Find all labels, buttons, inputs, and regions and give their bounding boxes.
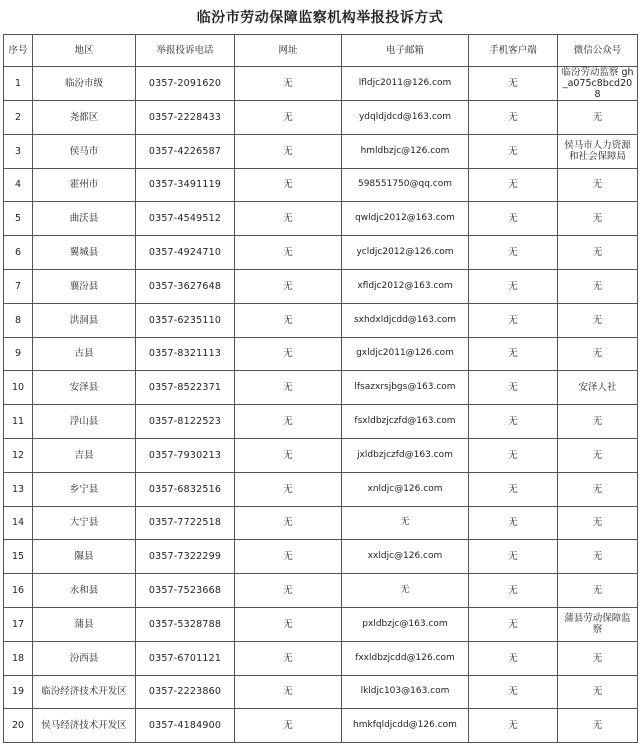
cell-index: 19 <box>4 675 33 709</box>
cell-index: 8 <box>4 303 33 337</box>
table-row <box>4 506 638 540</box>
cell-region: 翼城县 <box>33 236 136 270</box>
cell-email: sxhdxldjcdd@163.com <box>342 303 469 337</box>
table-row <box>4 371 638 405</box>
cell-website: 无 <box>235 405 342 439</box>
cell-region: 临汾市级 <box>33 67 136 101</box>
header-cell-phone: 举报投诉电话 <box>136 35 235 67</box>
cell-phone: 0357-8321113 <box>136 337 235 371</box>
cell-website: 无 <box>235 607 342 641</box>
cell-wechat: 无 <box>558 405 638 439</box>
header-cell-index: 序号 <box>4 35 33 67</box>
cell-region: 曲沃县 <box>33 202 136 236</box>
cell-email: fxxldbzjcdd@126.com <box>342 641 469 675</box>
cell-email: 无 <box>342 574 469 608</box>
cell-email: ydqldjdcd@163.com <box>342 101 469 135</box>
cell-wechat: 无 <box>558 438 638 472</box>
cell-website: 无 <box>235 168 342 202</box>
cell-index: 17 <box>4 607 33 641</box>
cell-wechat: 侯马市人力资源和社会保障局 <box>558 134 638 168</box>
table-row <box>4 168 638 202</box>
cell-email: ycldjc2012@126.com <box>342 236 469 270</box>
cell-email: lfsazxrsjbgs@163.com <box>342 371 469 405</box>
cell-phone: 0357-3491119 <box>136 168 235 202</box>
cell-email: gxldjc2011@126.com <box>342 337 469 371</box>
cell-mobile-app: 无 <box>469 202 558 236</box>
cell-email: fsxldbzjczfd@163.com <box>342 405 469 439</box>
cell-mobile-app: 无 <box>469 101 558 135</box>
cell-mobile-app: 无 <box>469 168 558 202</box>
cell-website: 无 <box>235 269 342 303</box>
table-row <box>4 607 638 641</box>
header-cell-mobile-app: 手机客户端 <box>469 35 558 67</box>
cell-region: 吉县 <box>33 438 136 472</box>
cell-region: 襄汾县 <box>33 269 136 303</box>
cell-wechat: 无 <box>558 337 638 371</box>
cell-index: 15 <box>4 540 33 574</box>
cell-mobile-app: 无 <box>469 641 558 675</box>
table-row <box>4 303 638 337</box>
cell-phone: 0357-8122523 <box>136 405 235 439</box>
cell-wechat: 无 <box>558 236 638 270</box>
cell-phone: 0357-3627648 <box>136 269 235 303</box>
cell-phone: 0357-4549512 <box>136 202 235 236</box>
cell-wechat: 无 <box>558 472 638 506</box>
cell-region: 霍州市 <box>33 168 136 202</box>
cell-phone: 0357-4184900 <box>136 709 235 743</box>
cell-email: 无 <box>342 506 469 540</box>
cell-mobile-app: 无 <box>469 607 558 641</box>
cell-region: 临汾经济技术开发区 <box>33 675 136 709</box>
cell-mobile-app: 无 <box>469 303 558 337</box>
cell-wechat: 无 <box>558 641 638 675</box>
cell-mobile-app: 无 <box>469 675 558 709</box>
cell-wechat: 无 <box>558 675 638 709</box>
cell-website: 无 <box>235 438 342 472</box>
cell-phone: 0357-5328788 <box>136 607 235 641</box>
cell-mobile-app: 无 <box>469 506 558 540</box>
cell-region: 永和县 <box>33 574 136 608</box>
document-title: 临汾市劳动保障监察机构举报投诉方式 <box>196 10 444 26</box>
cell-index: 12 <box>4 438 33 472</box>
cell-email: xfldjc2012@163.com <box>342 269 469 303</box>
cell-mobile-app: 无 <box>469 337 558 371</box>
cell-wechat: 无 <box>558 709 638 743</box>
table-row <box>4 134 638 168</box>
cell-mobile-app: 无 <box>469 438 558 472</box>
cell-wechat: 无 <box>558 202 638 236</box>
header-cell-website: 网址 <box>235 35 342 67</box>
cell-website: 无 <box>235 641 342 675</box>
cell-wechat: 临汾劳动监察 gh_a075c8bcd208 <box>558 67 638 101</box>
cell-phone: 0357-7722518 <box>136 506 235 540</box>
cell-region: 洪洞县 <box>33 303 136 337</box>
cell-region: 浮山县 <box>33 405 136 439</box>
cell-website: 无 <box>235 574 342 608</box>
cell-region: 侯马经济技术开发区 <box>33 709 136 743</box>
cell-mobile-app: 无 <box>469 574 558 608</box>
cell-website: 无 <box>235 202 342 236</box>
cell-website: 无 <box>235 540 342 574</box>
cell-wechat: 无 <box>558 540 638 574</box>
cell-mobile-app: 无 <box>469 269 558 303</box>
cell-index: 16 <box>4 574 33 608</box>
cell-index: 6 <box>4 236 33 270</box>
contact-table <box>3 34 638 743</box>
cell-mobile-app: 无 <box>469 709 558 743</box>
table-row <box>4 101 638 135</box>
cell-index: 4 <box>4 168 33 202</box>
cell-email: hmkfqldjcdd@126.com <box>342 709 469 743</box>
table-row <box>4 641 638 675</box>
cell-index: 1 <box>4 67 33 101</box>
cell-website: 无 <box>235 506 342 540</box>
cell-region: 大宁县 <box>33 506 136 540</box>
cell-region: 汾西县 <box>33 641 136 675</box>
cell-region: 侯马市 <box>33 134 136 168</box>
table-row <box>4 67 638 101</box>
cell-email: jxldbzjczfd@163.com <box>342 438 469 472</box>
cell-index: 3 <box>4 134 33 168</box>
header-cell-wechat: 微信公众号 <box>558 35 638 67</box>
cell-email: lfldjc2011@126.com <box>342 67 469 101</box>
table-row <box>4 675 638 709</box>
cell-index: 10 <box>4 371 33 405</box>
cell-phone: 0357-2091620 <box>136 67 235 101</box>
header-cell-region: 地区 <box>33 35 136 67</box>
cell-region: 安泽县 <box>33 371 136 405</box>
cell-phone: 0357-7930213 <box>136 438 235 472</box>
table-row <box>4 540 638 574</box>
cell-wechat: 无 <box>558 101 638 135</box>
cell-wechat: 蒲县劳动保障监察 <box>558 607 638 641</box>
cell-phone: 0357-8522371 <box>136 371 235 405</box>
cell-email: xxldjc@126.com <box>342 540 469 574</box>
cell-email: pxldbzjc@163.com <box>342 607 469 641</box>
cell-index: 11 <box>4 405 33 439</box>
cell-phone: 0357-7322299 <box>136 540 235 574</box>
cell-index: 13 <box>4 472 33 506</box>
cell-phone: 0357-2223860 <box>136 675 235 709</box>
cell-phone: 0357-4924710 <box>136 236 235 270</box>
cell-index: 5 <box>4 202 33 236</box>
cell-mobile-app: 无 <box>469 236 558 270</box>
table-row <box>4 236 638 270</box>
table-row <box>4 438 638 472</box>
cell-email: 598551750@qq.com <box>342 168 469 202</box>
cell-index: 14 <box>4 506 33 540</box>
cell-index: 7 <box>4 269 33 303</box>
cell-email: hmldbzjc@126.com <box>342 134 469 168</box>
cell-wechat: 安泽人社 <box>558 371 638 405</box>
cell-website: 无 <box>235 709 342 743</box>
cell-mobile-app: 无 <box>469 405 558 439</box>
cell-index: 20 <box>4 709 33 743</box>
cell-website: 无 <box>235 101 342 135</box>
cell-website: 无 <box>235 337 342 371</box>
cell-index: 9 <box>4 337 33 371</box>
cell-wechat: 无 <box>558 269 638 303</box>
cell-mobile-app: 无 <box>469 371 558 405</box>
table-row <box>4 269 638 303</box>
cell-email: xnldjc@126.com <box>342 472 469 506</box>
cell-phone: 0357-4226587 <box>136 134 235 168</box>
cell-wechat: 无 <box>558 168 638 202</box>
table-row <box>4 337 638 371</box>
header-cell-email: 电子邮箱 <box>342 35 469 67</box>
cell-wechat: 无 <box>558 574 638 608</box>
cell-region: 乡宁县 <box>33 472 136 506</box>
cell-region: 隰县 <box>33 540 136 574</box>
cell-region: 尧都区 <box>33 101 136 135</box>
cell-phone: 0357-6701121 <box>136 641 235 675</box>
cell-index: 2 <box>4 101 33 135</box>
cell-website: 无 <box>235 675 342 709</box>
cell-email: lkldjc103@163.com <box>342 675 469 709</box>
cell-mobile-app: 无 <box>469 134 558 168</box>
table-row <box>4 405 638 439</box>
cell-phone: 0357-2228433 <box>136 101 235 135</box>
cell-website: 无 <box>235 472 342 506</box>
cell-mobile-app: 无 <box>469 540 558 574</box>
cell-website: 无 <box>235 134 342 168</box>
table-header-row <box>4 35 638 67</box>
cell-region: 蒲县 <box>33 607 136 641</box>
cell-website: 无 <box>235 67 342 101</box>
table-row <box>4 202 638 236</box>
cell-wechat: 无 <box>558 506 638 540</box>
cell-phone: 0357-7523668 <box>136 574 235 608</box>
cell-mobile-app: 无 <box>469 472 558 506</box>
table-row <box>4 709 638 743</box>
table-row <box>4 472 638 506</box>
cell-region: 古县 <box>33 337 136 371</box>
table-body <box>4 67 638 743</box>
cell-phone: 0357-6235110 <box>136 303 235 337</box>
cell-email: qwldjc2012@163.com <box>342 202 469 236</box>
cell-website: 无 <box>235 236 342 270</box>
cell-website: 无 <box>235 303 342 337</box>
cell-phone: 0357-6832516 <box>136 472 235 506</box>
cell-mobile-app: 无 <box>469 67 558 101</box>
table-row <box>4 574 638 608</box>
cell-website: 无 <box>235 371 342 405</box>
cell-wechat: 无 <box>558 303 638 337</box>
cell-index: 18 <box>4 641 33 675</box>
